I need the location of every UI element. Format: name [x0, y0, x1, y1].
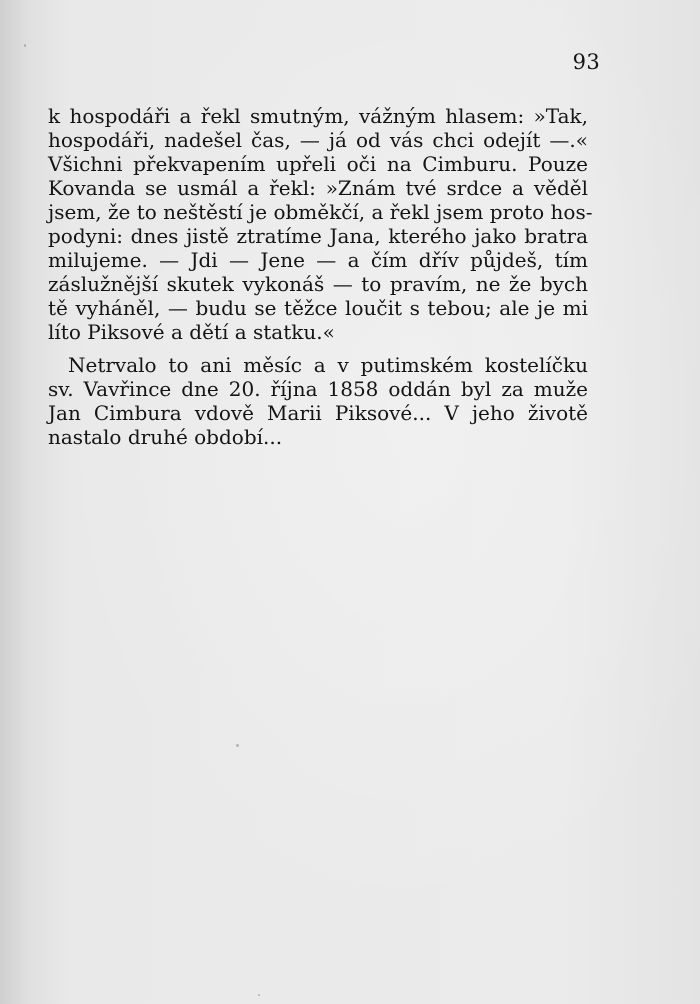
text-line: podyni: dnes jistě ztratíme Jana, kterého jako bratra [48, 224, 588, 248]
binding-shadow [0, 0, 28, 1004]
text-line: Kovanda se usmál a řekl: »Znám tvé srdce a věděl [48, 176, 588, 200]
text-line: nastalo druhé období... [48, 425, 283, 449]
page-number: 93 [572, 50, 600, 74]
text-line: Netrvalo to ani měsíc a v putimském kostelíčku [68, 353, 588, 377]
text-line: Všichni překvapením upřeli oči na Cimburu. Pouze [48, 152, 588, 176]
paragraph-continuation [48, 104, 593, 344]
text-line: milujeme. — Jdi — Jene — a čím dřív půjdeš, tím [48, 248, 588, 272]
text-line: tě vyháněl, — budu se těžce loučit s tebou; ale je mi [48, 296, 588, 320]
text-line: záslužnější skutek vykonáš — to pravím, ne že bych [48, 272, 588, 296]
text-line: jsem, že to neštěstí je obměkčí, a řekl jsem proto hos- [48, 200, 593, 224]
text-line: Jan Cimbura vdově Marii Piksové... V jeho životě [48, 401, 588, 425]
paragraph-new [48, 353, 588, 449]
paper-speck [258, 994, 260, 996]
paper-speck [24, 44, 26, 47]
text-line: líto Piksové a dětí a statku.« [48, 320, 335, 344]
paper-speck [236, 744, 239, 747]
text-line: sv. Vavřince dne 20. října 1858 oddán byl za muže [48, 377, 588, 401]
text-line: k hospodáři a řekl smutným, vážným hlasem: »Tak, [48, 104, 588, 128]
text-line: hospodáři, nadešel čas, — já od vás chci odejít —.« [48, 128, 588, 152]
